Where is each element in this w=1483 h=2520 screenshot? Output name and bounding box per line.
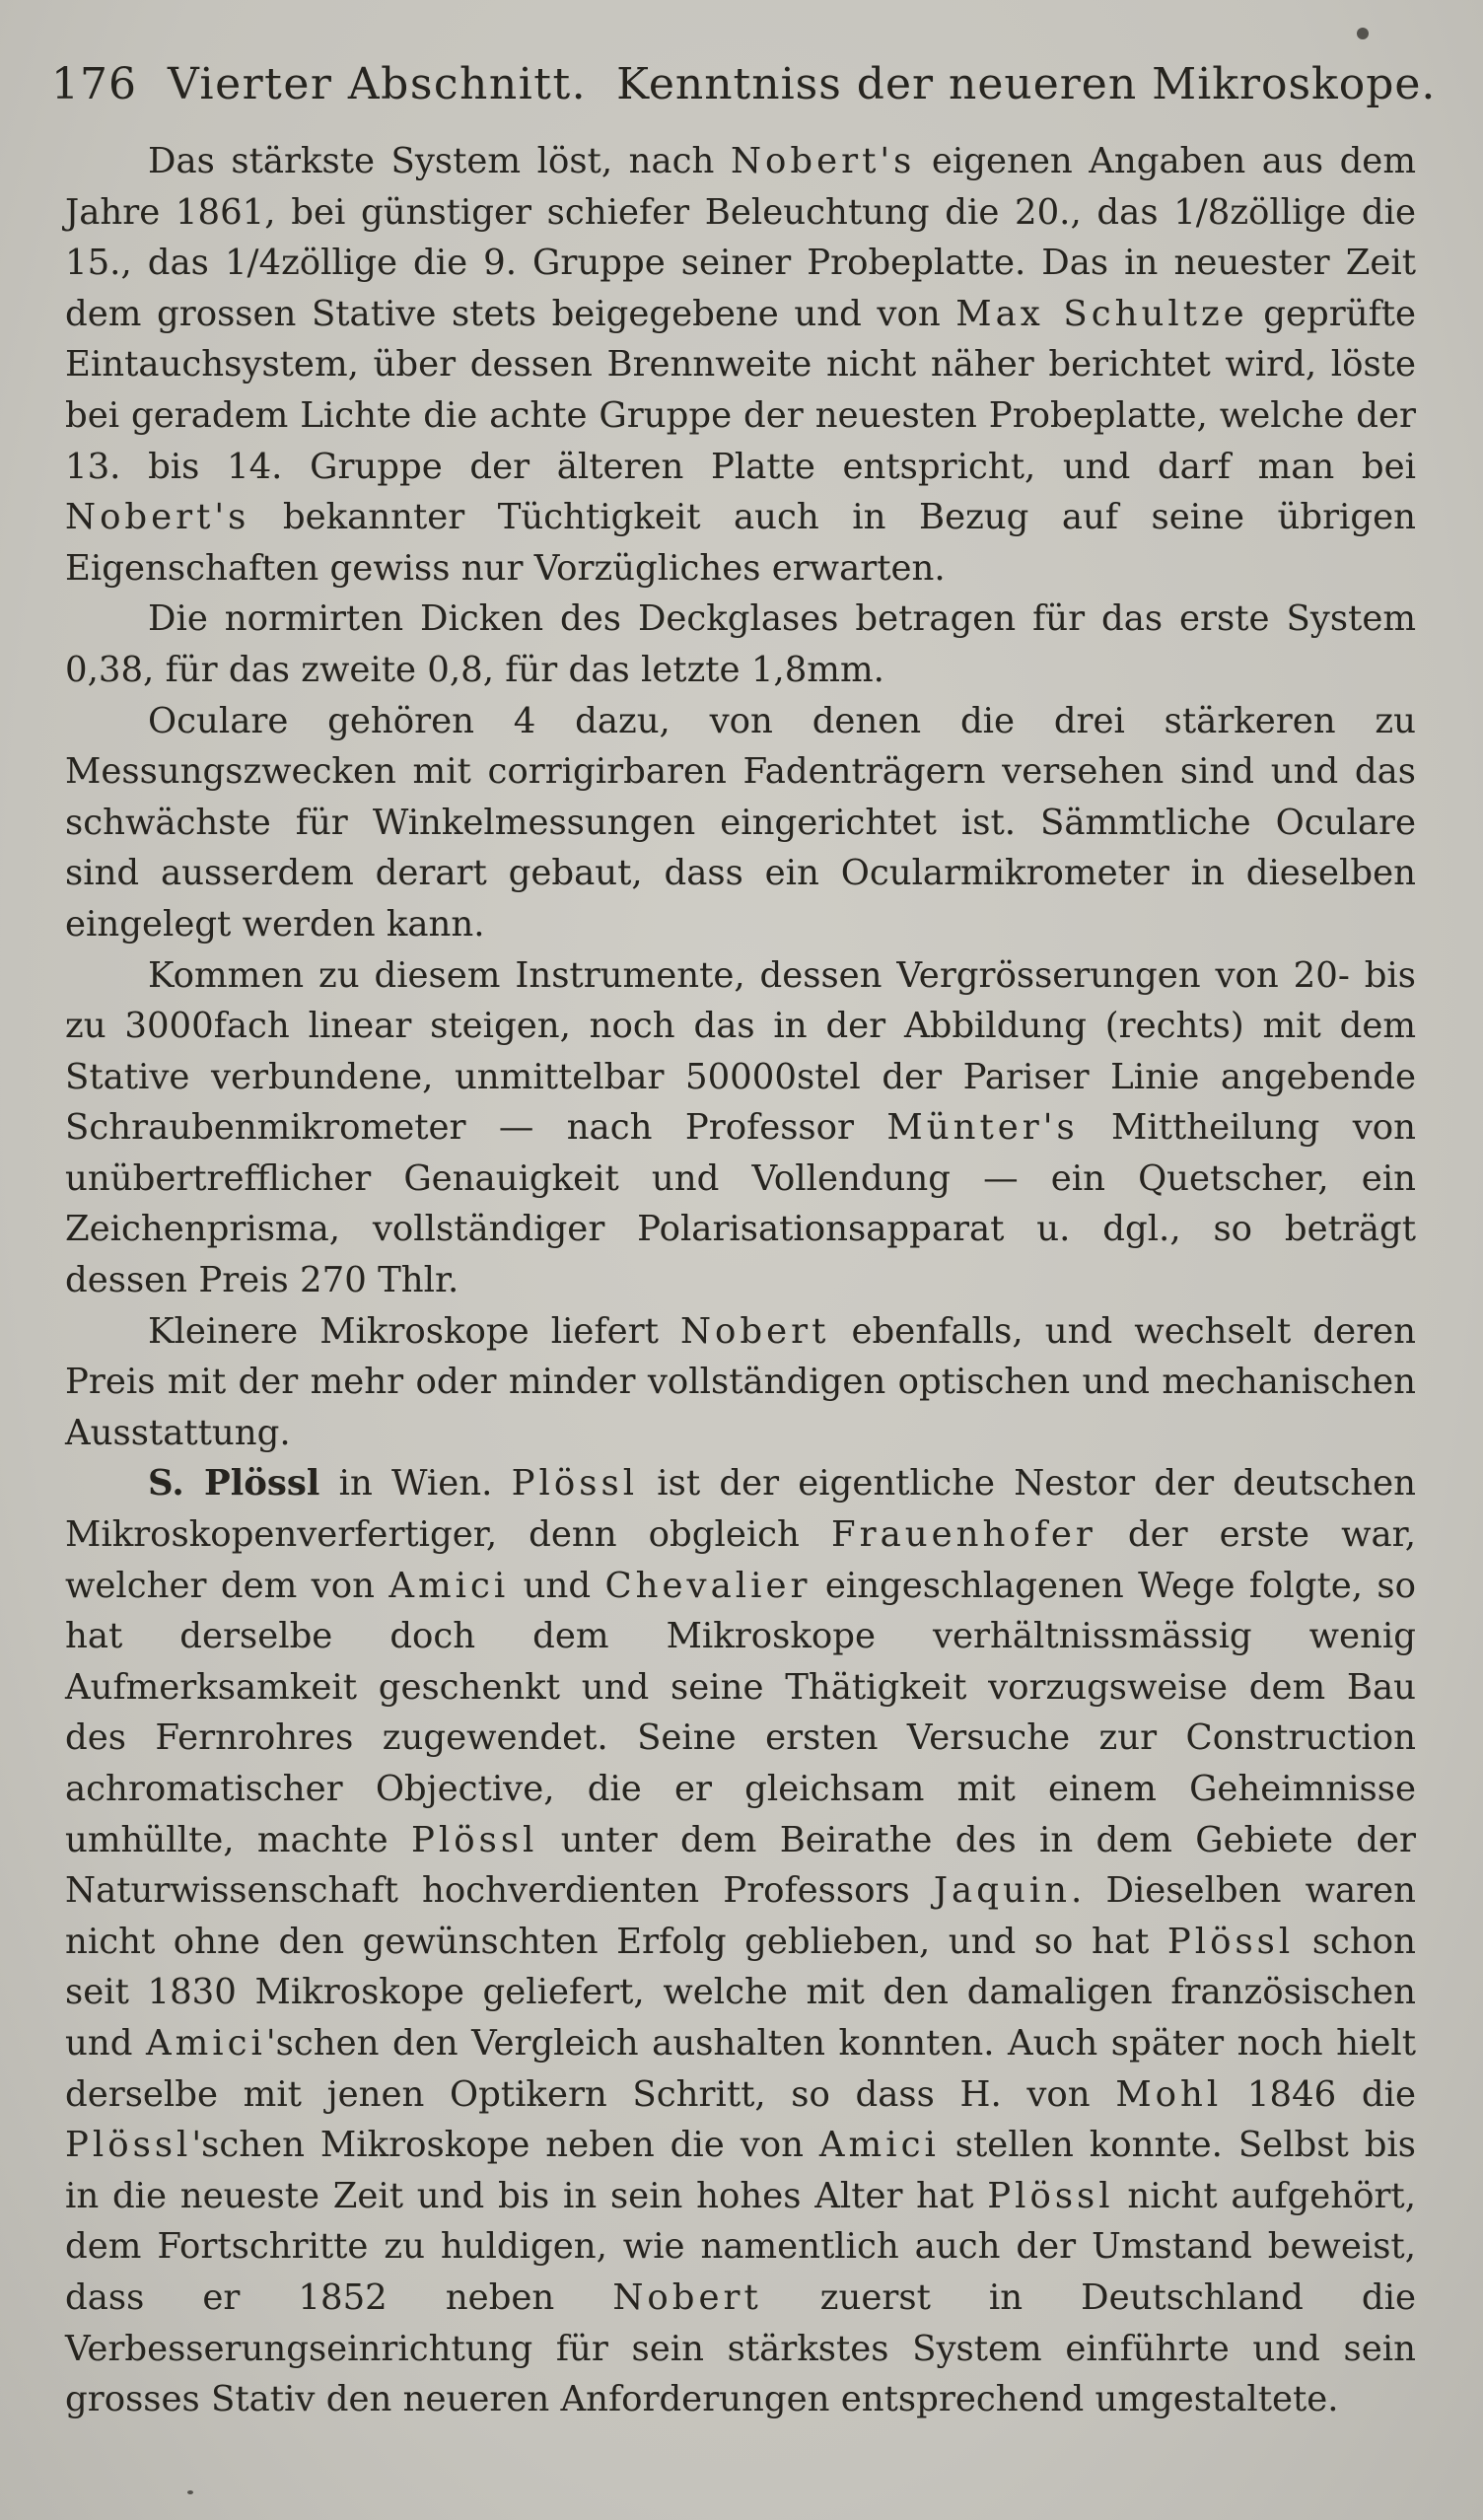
body-text <box>65 136 1416 2425</box>
section-title: Vierter Abschnitt. <box>168 59 588 109</box>
paragraph <box>65 950 1416 1306</box>
text-run: geprüfte Eintauchsystem, über dessen Brennweite nicht näher berichtet wird, löste bei geradem Lichte die achte Gruppe der neuesten Probeplatte, welche der 13. bis 14. Gruppe der älteren Platte entspricht, und darf man bei <box>65 293 1416 487</box>
text-run: Mittheilung von unübertrefflicher Genauigkeit und Vollendung — ein Quetscher, ein Zeichenprisma, vollständiger Polarisationsapparat u. dgl., so beträgt dessen Preis 270 Thlr. <box>65 1107 1416 1301</box>
spaced-name: Chevalier <box>604 1565 812 1606</box>
text-run: bekannter Tüchtigkeit auch in Bezug auf seine übrigen Eigenschaften gewiss nur Vorzügliches erwarten. <box>65 497 1416 589</box>
text-run: schon seit 1830 Mikroskope geliefert, welche mit den damaligen französischen und <box>65 1921 1417 2064</box>
text-run: stellen konnte. Selbst bis in die neueste Zeit und bis in sein hohes Alter hat <box>65 2125 1416 2216</box>
spaced-name: Jaquin <box>933 1870 1072 1912</box>
text-run: Das stärkste System löst, nach <box>148 141 731 181</box>
text-run: nicht aufgehört, dem Fortschritte zu huldigen, wie namentlich auch der Umstand beweist, dass er 1852 neben <box>65 2175 1416 2318</box>
ink-speck <box>187 2490 193 2494</box>
spaced-name: Amici <box>818 2125 940 2166</box>
text-run: . Dieselben waren nicht ohne den gewünschten Erfolg geblieben, und so hat <box>65 1870 1416 1962</box>
text-run: 'schen den Vergleich aushalten konnten. Auch später noch hielt derselbe mit jenen Optikern Schritt, so dass H. von <box>65 2022 1416 2115</box>
text-run: 1846 die <box>1222 2073 1416 2115</box>
text-run: und <box>509 1565 605 1606</box>
text-run: eigenen Angaben aus dem Jahre 1861, bei günstiger schiefer Beleuchtung die 20., das 1/8zöllige die 15., das 1/4zöllige die 9. Gruppe seiner Probeplatte. Das in neuester Zeit dem grossen Stative stets beigegebene und von <box>65 141 1416 334</box>
text-run: unter dem Beirathe des in dem Gebiete der Naturwissenschaft hochverdienten Professors <box>65 1819 1416 1912</box>
paragraph <box>65 1306 1416 1459</box>
chapter-title: Kenntniss der neueren Mikroskope. <box>616 59 1437 109</box>
paragraph <box>65 696 1416 950</box>
spaced-name: Plössl <box>411 1819 538 1860</box>
paragraph <box>65 594 1416 695</box>
spaced-name: Plössl <box>987 2175 1114 2216</box>
text-run: ist der eigentliche Nestor der deutschen Mikroskopenverfertiger, denn obgleich <box>65 1463 1416 1556</box>
spaced-name: Plössl <box>511 1463 639 1505</box>
text-run: Die normirten Dicken des Deckglases betragen für das erste System 0,38, für das zweite 0,8, für das letzte 1,8mm. <box>65 598 1416 690</box>
text-run: ebenfalls, und wechselt deren Preis mit der mehr oder minder vollständigen optischen und mechanischen Ausstattung. <box>65 1310 1416 1453</box>
spaced-name: Plössl <box>1166 1921 1295 1962</box>
text-run: der erste war, welcher dem von <box>65 1514 1417 1606</box>
text-run: Kommen zu diesem Instrumente, dessen Vergrösserungen von 20- bis zu 3000fach linear steigen, noch das in der Abbildung (rechts) mit dem Stative verbundene, unmittelbar 50000stel der Pariser Linie angebende Schraubenmikrometer — nach Professor <box>65 954 1416 1149</box>
spaced-name: Amici <box>388 1565 510 1606</box>
text-run: Oculare gehören 4 dazu, von denen die drei stärkeren zu Messungszwecken mit corrigirbaren Fadenträgern versehen sind und das schwächste für Winkelmessungen eingerichtet ist. Sämmtliche Oculare sind ausserdem derart gebaut, dass ein Ocularmikrometer in dieselben eingelegt werden kann. <box>65 700 1416 945</box>
spaced-name: Mohl <box>1115 2073 1223 2115</box>
spaced-name: Plössl <box>65 2125 192 2166</box>
spaced-name: Münter's <box>886 1107 1079 1149</box>
spaced-name: Nobert <box>612 2276 762 2318</box>
text-run: eingeschlagenen Wege folgte, so hat derselbe doch dem Mikroskope verhältnissmässig wenig Aufmerksamkeit geschenkt und seine Thätigkeit vorzugsweise dem Bau des Fernrohres zugewendet. Seine ersten Versuche zur Construction achromatischer Objective, die er gleichsam mit einem Geheimnisse umhüllte, machte <box>65 1565 1416 1860</box>
spaced-name: Max Schultze <box>955 293 1248 334</box>
page-number: 176 <box>51 59 137 109</box>
spaced-name: Nobert's <box>65 497 250 538</box>
spaced-name: Amici <box>145 2022 266 2064</box>
spaced-name: Frauenhofer <box>830 1514 1096 1556</box>
text-run: zuerst in Deutschland die Verbesserungseinrichtung für sein stärkstes System einführte und sein grosses Stativ den neueren Anforderungen entsprechend umgestaltete. <box>65 2276 1416 2420</box>
paragraph <box>65 1458 1416 2424</box>
bold-heading: S. Plössl <box>148 1463 320 1505</box>
spaced-name: Nobert's <box>730 141 916 181</box>
text-run: in Wien. <box>319 1463 512 1505</box>
ink-speck <box>1357 28 1369 39</box>
paragraph <box>65 136 1416 594</box>
text-run: 'schen Mikroskope neben die von <box>191 2125 819 2166</box>
spaced-name: Nobert <box>679 1310 830 1352</box>
text-run: Kleinere Mikroskope liefert <box>148 1310 680 1352</box>
running-header <box>51 57 1437 112</box>
